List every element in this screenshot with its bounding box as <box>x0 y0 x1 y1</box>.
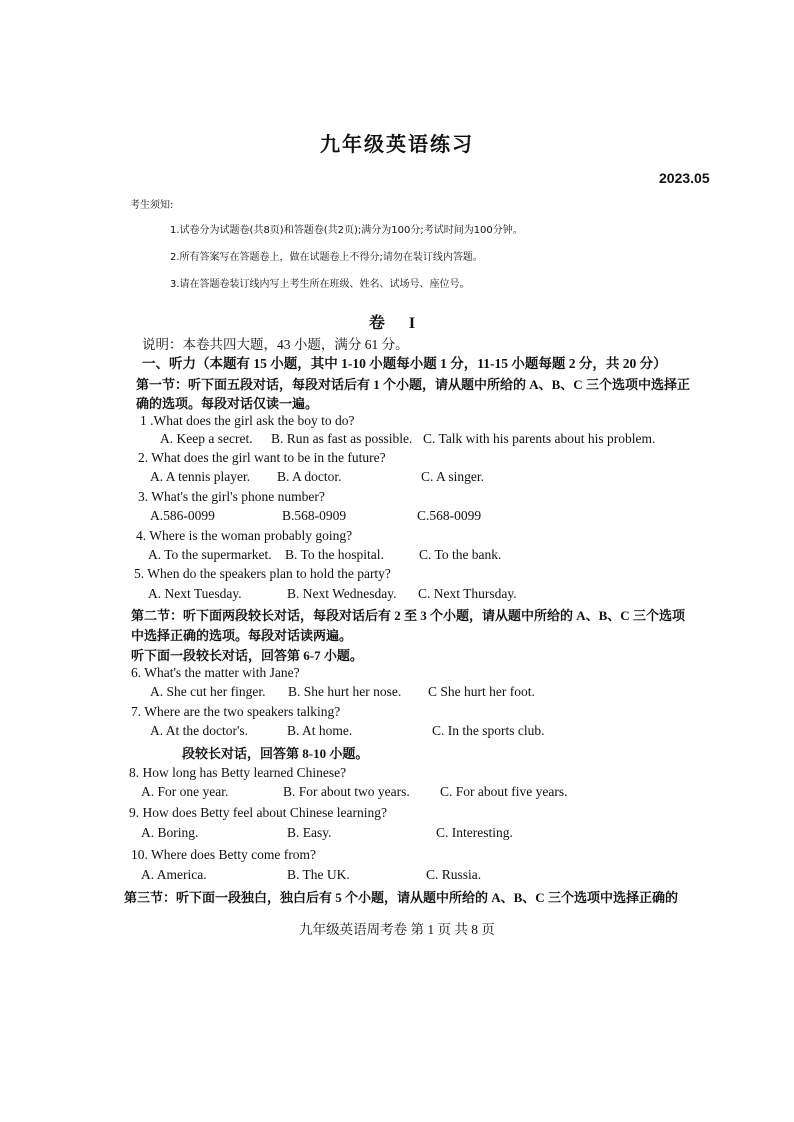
question-8: 8. How long has Betty learned Chinese? <box>129 765 347 780</box>
question-10-option-c: C. Russia. <box>426 867 482 882</box>
page-title: 九年级英语练习 <box>320 134 474 156</box>
question-1-option-c: C. Talk with his parents about his problem. <box>423 431 656 446</box>
notice-item-3: 3.请在答题卷装订线内写上考生所在班级、姓名、试场号、座位号。 <box>170 279 470 290</box>
question-7-option-a: A. At the doctor's. <box>150 723 249 738</box>
question-5-option-b: B. Next Wednesday. <box>287 586 397 601</box>
question-3-option-a: A.586-0099 <box>150 508 215 523</box>
subsection-1-instruction-cont: 确的选项。每段对话仅读一遍。 <box>136 396 319 411</box>
question-10: 10. Where does Betty come from? <box>131 847 316 862</box>
question-3-option-c: C.568-0099 <box>417 508 482 523</box>
page-footer: 九年级英语周考卷 第 1 页 共 8 页 <box>299 922 495 937</box>
notice-item-2: 2.所有答案写在答题卷上，做在试题卷上不得分;请勿在装订线内答题。 <box>170 252 483 263</box>
question-9-option-c: C. Interesting. <box>436 825 513 840</box>
subsection-2-dialogue-2-intro: 段较长对话，回答第 8-10 小题。 <box>182 746 369 761</box>
question-8-option-c: C. For about five years. <box>440 784 568 799</box>
question-6-option-a: A. She cut her finger. <box>150 684 266 699</box>
question-2-option-a: A. A tennis player. <box>150 469 251 484</box>
question-10-option-b: B. The UK. <box>287 867 350 882</box>
question-9-option-b: B. Easy. <box>287 825 332 840</box>
question-8-option-b: B. For about two years. <box>283 784 410 799</box>
question-9: 9. How does Betty feel about Chinese learning? <box>129 805 387 820</box>
question-2-option-c: C. A singer. <box>421 469 485 484</box>
subsection-2-instruction: 第二节：听下面两段较长对话，每段对话后有 2 至 3 个小题，请从题中所给的 A、B、C 三个选项 <box>131 608 685 623</box>
question-5-option-c: C. Next Thursday. <box>418 586 517 601</box>
notice-heading: 考生须知: <box>130 200 174 211</box>
question-6-option-b: B. She hurt her nose. <box>288 684 402 699</box>
question-8-option-a: A. For one year. <box>141 784 229 799</box>
subsection-3-instruction: 第三节：听下面一段独白，独白后有 5 个小题，请从题中所给的 A、B、C 三个选项中选择正确的 <box>124 890 678 905</box>
question-9-option-a: A. Boring. <box>141 825 199 840</box>
question-1-option-a: A. Keep a secret. <box>160 431 253 446</box>
question-2: 2. What does the girl want to be in the future? <box>138 450 386 465</box>
section-listening-heading: 一、听力（本题有 15 小题，其中 1-10 小题每小题 1 分，11-15 小题每题 2 分，共 20 分） <box>142 356 667 371</box>
question-1-option-b: B. Run as fast as possible. <box>271 431 413 446</box>
subsection-1-instruction: 第一节：听下面五段对话，每段对话后有 1 个小题，请从题中所给的 A、B、C 三个选项中选择正 <box>136 377 690 392</box>
question-4-option-c: C. To the bank. <box>419 547 502 562</box>
question-3: 3. What's the girl's phone number? <box>138 489 325 504</box>
part-heading: 卷 I <box>368 315 426 332</box>
question-6: 6. What's the matter with Jane? <box>131 665 300 680</box>
question-4: 4. Where is the woman probably going? <box>136 528 353 543</box>
subsection-2-instruction-cont: 中选择正确的选项。每段对话读两遍。 <box>131 628 353 643</box>
question-7-option-b: B. At home. <box>287 723 353 738</box>
subsection-2-dialogue-1-intro: 听下面一段较长对话，回答第 6-7 小题。 <box>131 648 363 663</box>
exam-date: 2023.05 <box>659 170 710 186</box>
question-4-option-b: B. To the hospital. <box>285 547 384 562</box>
part-description: 说明：本卷共四大题，43 小题，满分 61 分。 <box>142 337 409 352</box>
question-6-option-c: C She hurt her foot. <box>428 684 535 699</box>
question-7-option-c: C. In the sports club. <box>432 723 545 738</box>
question-5-option-a: A. Next Tuesday. <box>148 586 242 601</box>
question-2-option-b: B. A doctor. <box>277 469 342 484</box>
question-7: 7. Where are the two speakers talking? <box>131 704 341 719</box>
question-1: 1 .What does the girl ask the boy to do? <box>140 413 355 428</box>
question-4-option-a: A. To the supermarket. <box>148 547 272 562</box>
question-3-option-b: B.568-0909 <box>282 508 347 523</box>
notice-item-1: 1.试卷分为试题卷(共8页)和答题卷(共2页);满分为100分;考试时间为100分钟。 <box>170 225 523 236</box>
question-5: 5. When do the speakers plan to hold the party? <box>134 566 391 581</box>
question-10-option-a: A. America. <box>141 867 207 882</box>
